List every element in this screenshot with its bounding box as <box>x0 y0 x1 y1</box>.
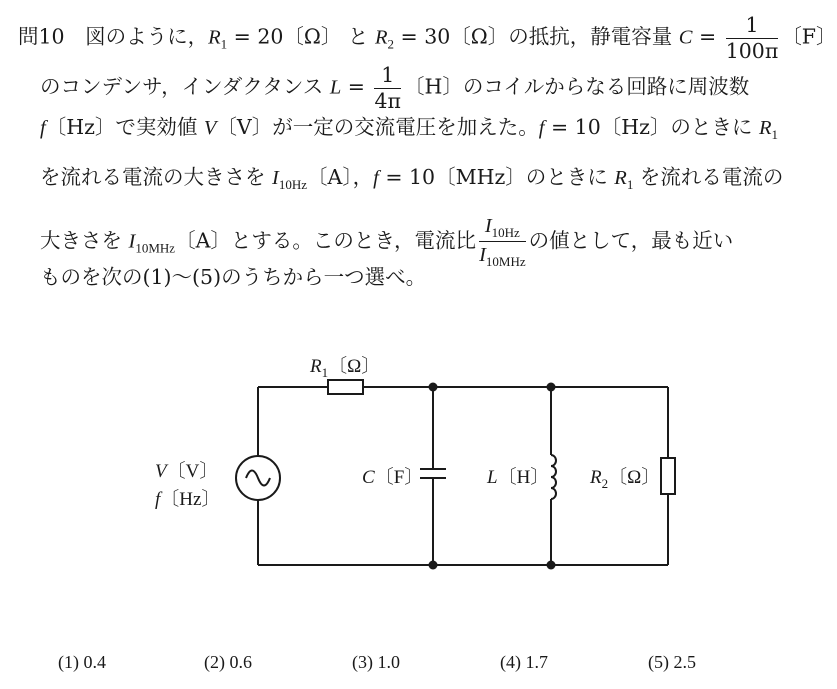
label-capacitor: C〔F〕 <box>362 467 424 488</box>
choice-3[interactable]: (3) 1.0 <box>352 652 400 672</box>
choice-4[interactable]: (4) 1.7 <box>500 652 548 672</box>
ac-source-wave-icon <box>246 471 270 486</box>
label-r2: $R_2$〔Ω〕 <box>590 467 661 491</box>
choice-5[interactable]: (5) 2.5 <box>648 652 696 672</box>
junction-node <box>547 383 556 392</box>
question-line-1: 問10 図のように，$R_1 = 20$〔Ω〕 と $R_2 = 30$〔Ω〕の抵抗，静電容量 C = $\frac{1}{100\pi}$ 〔F〕 <box>18 13 837 63</box>
label-inductor: L〔H〕 <box>487 467 550 488</box>
resistor-r2 <box>661 458 675 494</box>
inductor-coil <box>551 455 556 499</box>
junction-node <box>429 383 438 392</box>
question-line-4: を流れる電流の大きさを $I_{10Hz}$〔A〕，f = 10〔MHz〕のときに $R_1$ を流れる電流の <box>40 165 784 192</box>
question-line-3: f〔Hz〕で実効値 V〔V〕が一定の交流電圧を加えた。f = 10〔Hz〕のときに $R_1$ <box>40 115 778 142</box>
current-ratio-fraction: $\frac{I_{10Hz}}{I_{10MHz}}$ <box>479 215 526 270</box>
question-line-6: ものを次の(1)〜(5)のうちから一つ選べ。 <box>40 265 427 289</box>
capacitance-fraction: $\frac{1}{100\pi}$ <box>725 13 779 63</box>
label-r1: $R_1$〔Ω〕 <box>310 356 381 380</box>
choice-2[interactable]: (2) 0.6 <box>204 652 252 672</box>
question-line-5: 大きさを $I_{10MHz}$〔A〕とする。このとき，電流比 $\frac{I_{10Hz}}{I_{10MHz}}$ の値として，最も近い <box>40 215 734 270</box>
question-label: 問10 <box>18 24 65 49</box>
label-frequency: f〔Hz〕 <box>155 489 221 510</box>
question-line-2: のコンデンサ，インダクタンス L = $\frac{1}{4\pi}$ 〔H〕のコイルからなる回路に周波数 <box>40 63 750 113</box>
junction-node <box>429 561 438 570</box>
junction-node <box>547 561 556 570</box>
label-voltage: V〔V〕 <box>155 461 219 482</box>
inductance-fraction: $\frac{1}{4\pi}$ <box>374 63 401 113</box>
resistor-r1 <box>328 380 363 394</box>
choice-1[interactable]: (1) 0.4 <box>58 652 106 672</box>
